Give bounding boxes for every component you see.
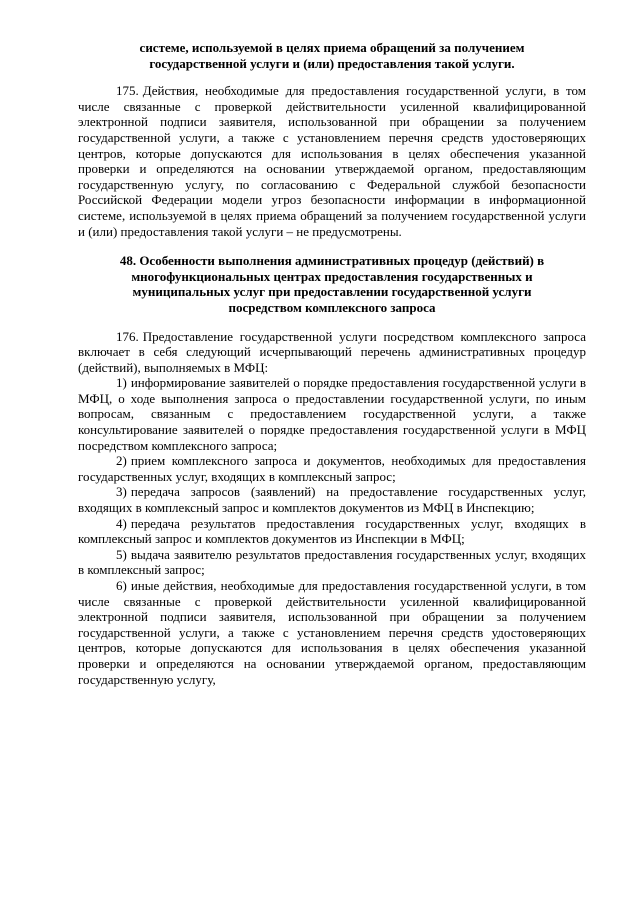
list-item-3 [78, 484, 586, 515]
paragraph-176 [78, 329, 586, 376]
list-item-text: передача результатов предоставления государственных услуг, входящих в комплексный запрос и комплектов документов из Инспекции в МФЦ; [78, 515, 586, 547]
list-item-number: 3) [116, 484, 127, 500]
paragraph-number: 176. [116, 328, 139, 344]
section-48-heading: 48. Особенности выполнения административных процедур (действий) в многофункциональных центрах предоставления государственных и муниципальных услуг при предоставлении государственной услуги посредством комплексного запроса [119, 253, 545, 315]
list-item-text: иные действия, необходимые для предоставления государственной услуги, в том числе связанные с проверкой действительности усиленной квалифицированной электронной подписи заявителя, использованной при обращении за получением государственной услуги, а также с установлением перечня средств удостоверяющих центров, которые допускаются для использования в целях обеспечения указанной проверки и определяются на основании утверждаемой органом, предоставляющим государственную услугу, [78, 578, 586, 687]
list-item-text: передача запросов (заявлений) на предоставление государственных услуг, входящих в комплексный запрос и комплектов документов из МФЦ в Инспекцию; [78, 484, 586, 516]
paragraph-text: Действия, необходимые для предоставления государственной услуги, в том числе связанные с проверкой действительности усиленной квалифицированной электронной подписи заявителя, использованной при обращении за получением государственной услуги, а также с установлением перечня средств удостоверяющих центров, которые допускаются для использования в целях обеспечения указанной проверки и определяются на основании утверждаемой органом, предоставляющим государственную услугу, по согласованию с Федеральной службой безопасности Российской Федерации модели угроз безопасности информации в информационной системе, используемой в целях приема обращений за получением государственной услуги и (или) предоставления такой услуги – не предусмотрены. [78, 83, 586, 239]
list-item-2 [78, 453, 586, 484]
list-item-number: 4) [116, 515, 127, 531]
list-item-number: 5) [116, 546, 127, 562]
list-item-text: выдача заявителю результатов предоставления государственных услуг, входящих в комплексный запрос; [78, 546, 586, 578]
document-page [78, 40, 586, 687]
list-item-1 [78, 375, 586, 453]
paragraph-number: 175. [116, 83, 139, 99]
list-item-text: информирование заявителей о порядке предоставления государственной услуги в МФЦ, о ходе выполнения запроса о предоставлении государственной услуги, по иным вопросам, связанным с предоставлением государственной услуги, а также консультирование заявителей о порядке предоставления государственной услуги в МФЦ посредством комплексного запроса; [78, 375, 586, 453]
list-item-text: прием комплексного запроса и документов, необходимых для предоставления государственных услуг, входящих в комплексный запрос; [78, 453, 586, 484]
list-item-6 [78, 578, 586, 687]
paragraph-175 [78, 83, 586, 239]
list-item-number: 1) [116, 375, 127, 391]
list-item-number: 6) [116, 578, 127, 593]
paragraph-text: Предоставление государственной услуги посредством комплексного запроса включает в себя следующий исчерпывающий перечень административных процедур (действий), выполняемых в МФЦ: [78, 328, 586, 375]
list-item-5 [78, 547, 586, 578]
list-item-number: 2) [116, 453, 127, 469]
continued-heading: системе, используемой в целях приема обращений за получением государственной услуги и (или) предоставления такой услуги. [139, 40, 525, 71]
list-item-4 [78, 516, 586, 547]
